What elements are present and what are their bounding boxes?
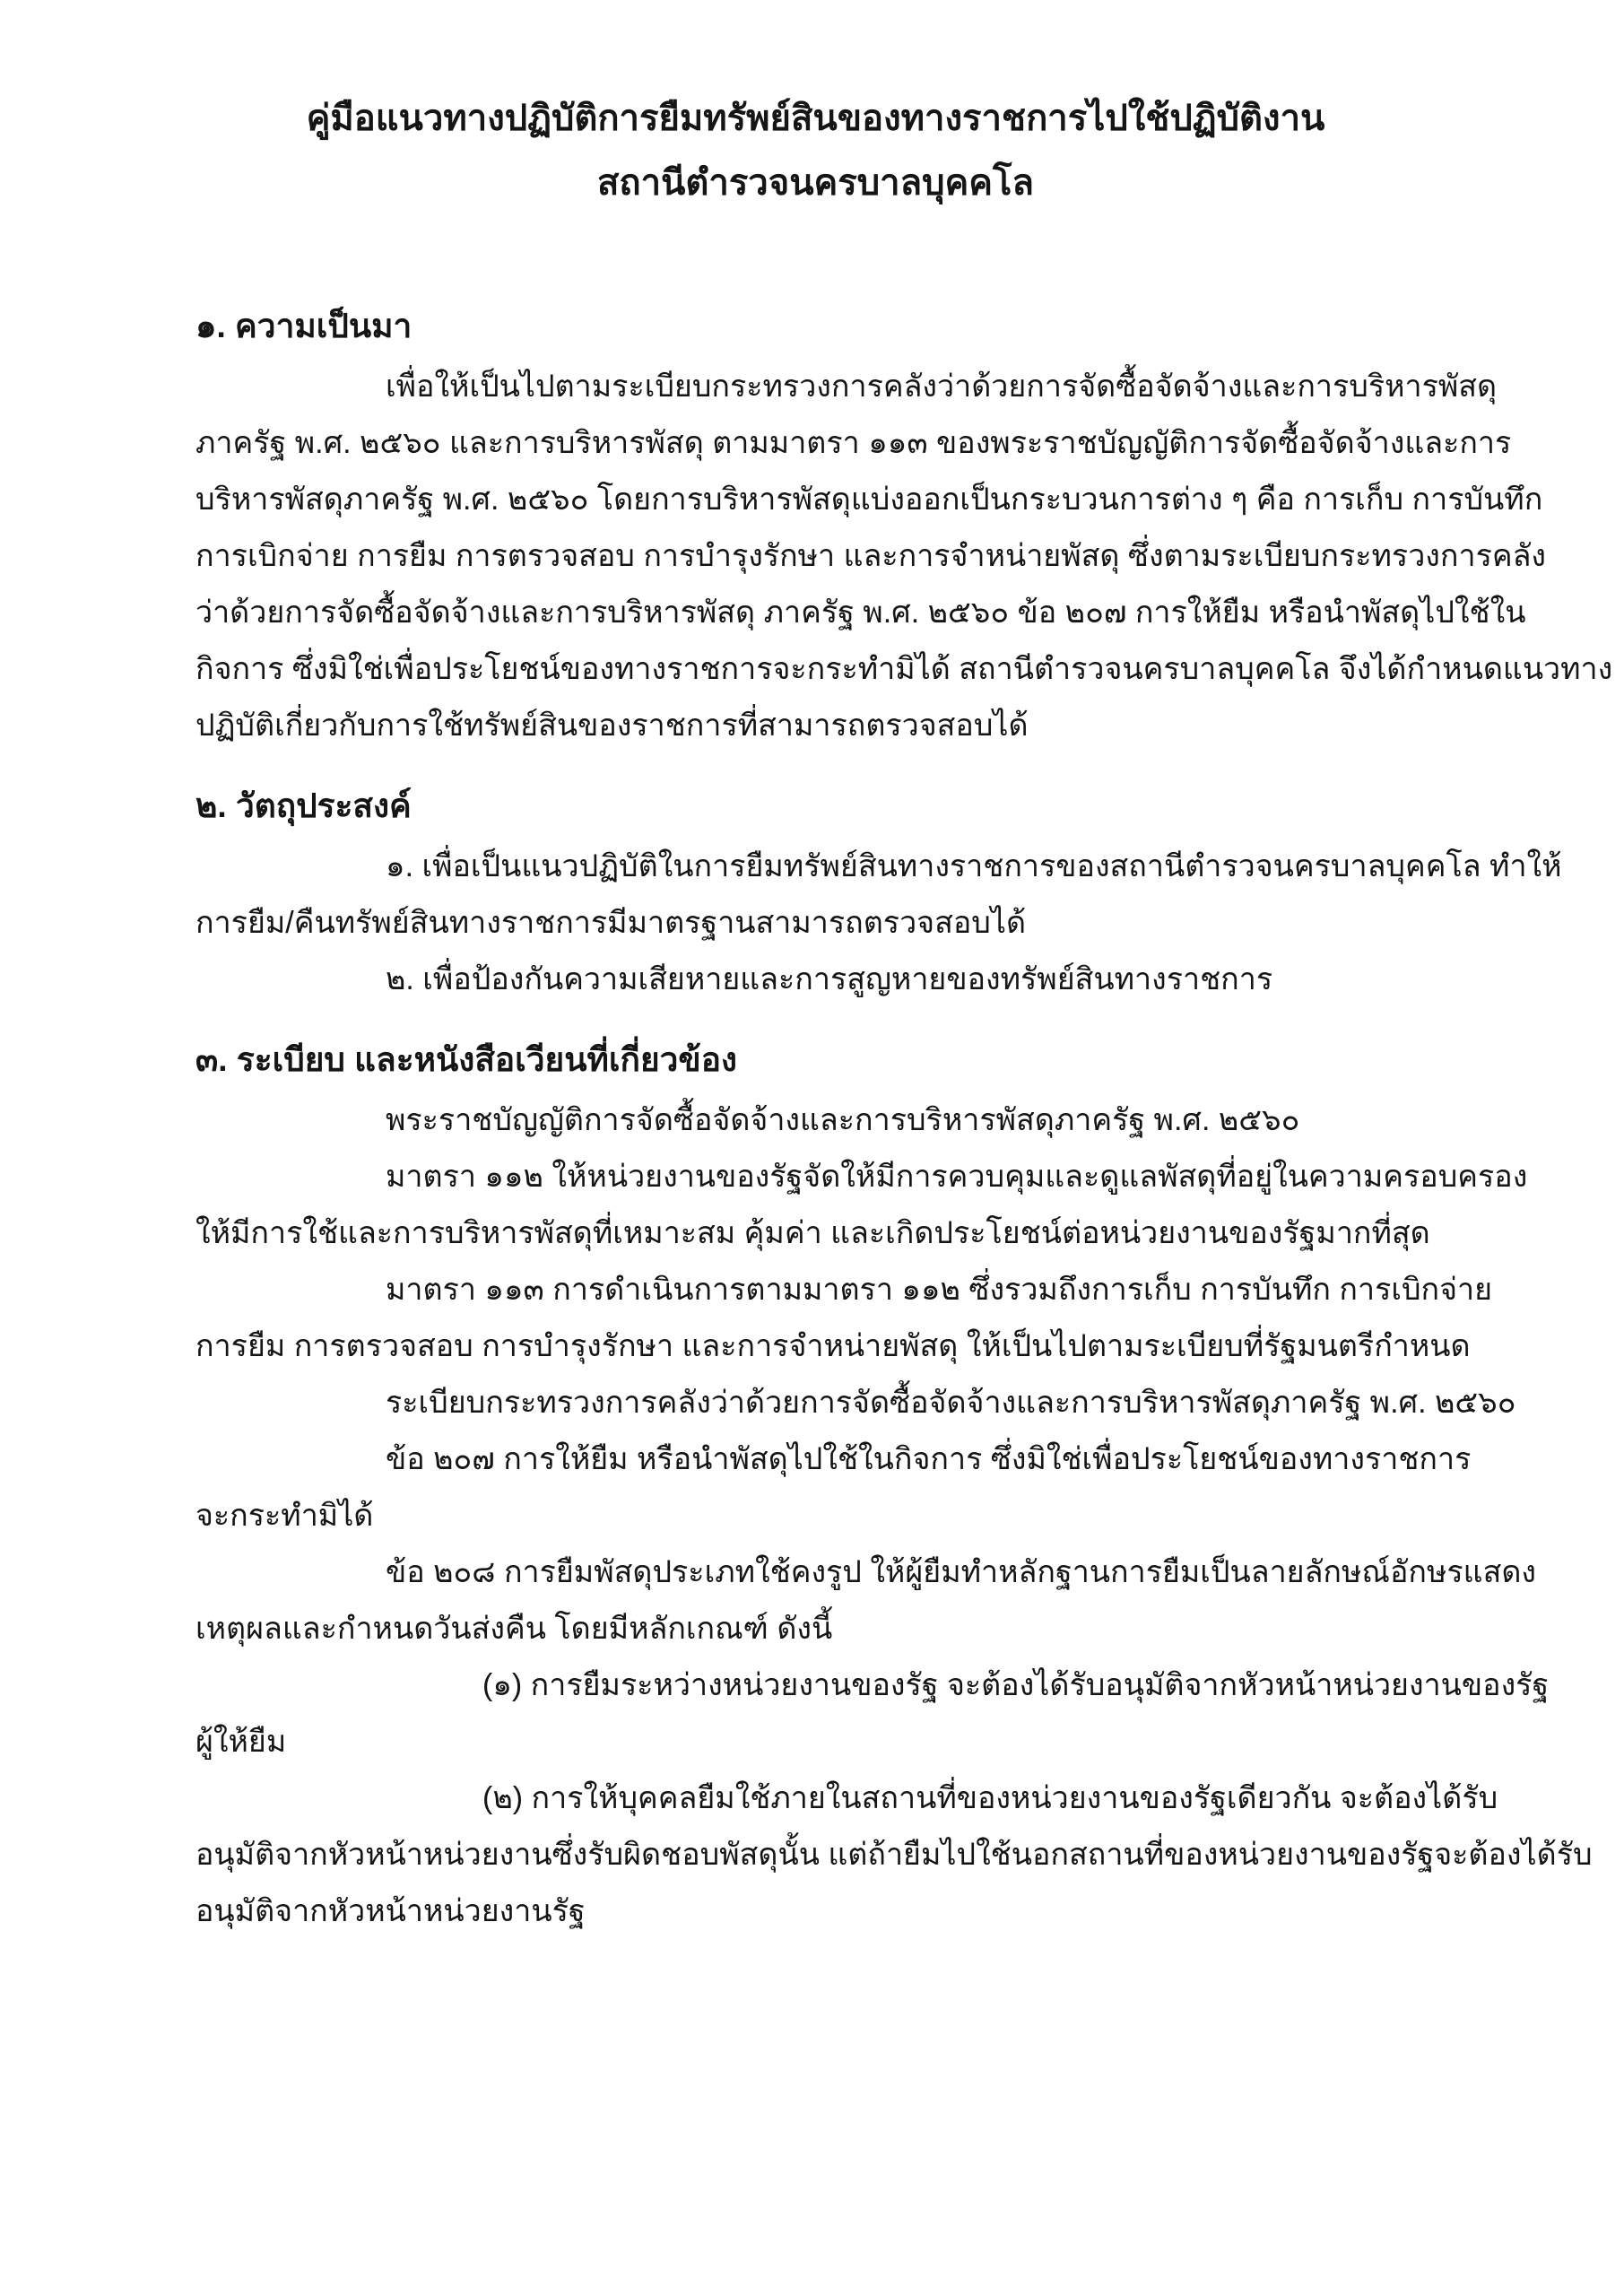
text-line: อนุมัติจากหัวหน้าหน่วยงานรัฐ [195,1894,586,1928]
text-line: ผู้ให้ยืม [195,1725,287,1759]
text-line: ข้อ ๒๐๘ การยืมพัสดุประเภทใช้คงรูป ให้ผู้ยืมทำหลักฐานการยืมเป็นลายลักษณ์อักษรแสดง [386,1555,1537,1589]
section-1-heading: ๑. ความเป็นมา [195,308,413,344]
text-line: ระเบียบกระทรวงการคลังว่าด้วยการจัดซื้อจัดจ้างและการบริหารพัสดุภาครัฐ พ.ศ. ๒๕๖๐ [386,1386,1516,1420]
section-regulations [195,1031,1593,1940]
text-line: (๑) การยืมระหว่างหน่วยงานของรัฐ จะต้องได้รับอนุมัติจากหัวหน้าหน่วยงานของรัฐ [482,1668,1550,1702]
text-line: ให้มีการใช้และการบริหารพัสดุที่เหมาะสม คุ้มค่า และเกิดประโยชน์ต่อหน่วยงานของรัฐมากที่สุด [195,1216,1430,1250]
text-line: ๒. เพื่อป้องกันความเสียหายและการสูญหายของทรัพย์สินทางราชการ [386,962,1273,996]
text-line: อนุมัติจากหัวหน้าหน่วยงานซึ่งรับผิดชอบพัสดุนั้น แต่ถ้ายืมไปใช้นอกสถานที่ของหน่วยงานของรัฐจะต้องได้รับ [195,1838,1593,1872]
text-line: พระราชบัญญัติการจัดซื้อจัดจ้างและการบริหารพัสดุภาครัฐ พ.ศ. ๒๕๖๐ [386,1103,1300,1137]
text-line: การยืม การตรวจสอบ การบำรุงรักษา และการจำหน่ายพัสดุ ให้เป็นไปตามระเบียบที่รัฐมนตรีกำหนด [195,1329,1471,1363]
text-line: ปฏิบัติเกี่ยวกับการใช้ทรัพย์สินของราชการที่สามารถตรวจสอบได้ [195,709,1029,743]
text-line: ภาครัฐ พ.ศ. ๒๕๖๐ และการบริหารพัสดุ ตามมาตรา ๑๑๓ ของพระราชบัญญัติการจัดซื้อจัดจ้างและการ [195,426,1512,460]
text-line: ข้อ ๒๐๗ การให้ยืม หรือนำพัสดุไปใช้ในกิจการ ซึ่งมิใช่เพื่อประโยชน์ของทางราชการ [386,1442,1472,1476]
text-line: มาตรา ๑๑๒ ให้หน่วยงานของรัฐจัดให้มีการควบคุมและดูแลพัสดุที่อยู่ในความครอบครอง [386,1160,1528,1194]
document-title-line-2: สถานีตำรวจนครบาลบุคคโล [596,163,1035,203]
section-2-heading: ๒. วัตถุประสงค์ [195,787,412,824]
document-title-line-1: คู่มือแนวทางปฏิบัติการยืมทรัพย์สินของทางราชการไปใช้ปฏิบัติงาน [306,99,1325,138]
section-3-heading: ๓. ระเบียบ และหนังสือเวียนที่เกี่ยวข้อง [195,1041,737,1078]
text-line: การยืม/คืนทรัพย์สินทางราชการมีมาตรฐานสามารถตรวจสอบได้ [195,906,1027,940]
text-line: บริหารพัสดุภาครัฐ พ.ศ. ๒๕๖๐ โดยการบริหารพัสดุแบ่งออกเป็นกระบวนการต่าง ๆ คือ การเก็บ การบันทึก [195,483,1543,517]
text-line: ว่าด้วยการจัดซื้อจัดจ้างและการบริหารพัสดุ ภาครัฐ พ.ศ. ๒๕๖๐ ข้อ ๒๐๗ การให้ยืม หรือนำพัสดุไปใช้ใน [195,596,1526,630]
text-line: (๒) การให้บุคคลยืมใช้ภายในสถานที่ของหน่วยงานของรัฐเดียวกัน จะต้องได้รับ [482,1781,1498,1815]
text-line: มาตรา ๑๑๓ การดำเนินการตามมาตรา ๑๑๒ ซึ่งรวมถึงการเก็บ การบันทึก การเบิกจ่าย [386,1273,1493,1307]
section-background [195,298,1613,754]
text-line: การเบิกจ่าย การยืม การตรวจสอบ การบำรุงรักษา และการจำหน่ายพัสดุ ซึ่งตามระเบียบกระทรวงการคลัง [195,539,1547,573]
document-title [195,86,1436,215]
text-line: ๑. เพื่อเป็นแนวปฏิบัติในการยืมทรัพย์สินทางราชการของสถานีตำรวจนครบาลบุคคโล ทำให้ [386,849,1562,883]
section-objectives [195,778,1562,1008]
text-line: กิจการ ซึ่งมิใช่เพื่อประโยชน์ของทางราชการจะกระทำมิได้ สถานีตำรวจนครบาลบุคคโล จึงได้กำหนดแนวทาง [195,652,1613,686]
text-line: จะกระทำมิได้ [195,1499,374,1533]
text-line: เหตุผลและกำหนดวันส่งคืน โดยมีหลักเกณฑ์ ดังนี้ [195,1612,833,1646]
text-line: เพื่อให้เป็นไปตามระเบียบกระทรวงการคลังว่าด้วยการจัดซื้อจัดจ้างและการบริหารพัสดุ [386,370,1498,404]
